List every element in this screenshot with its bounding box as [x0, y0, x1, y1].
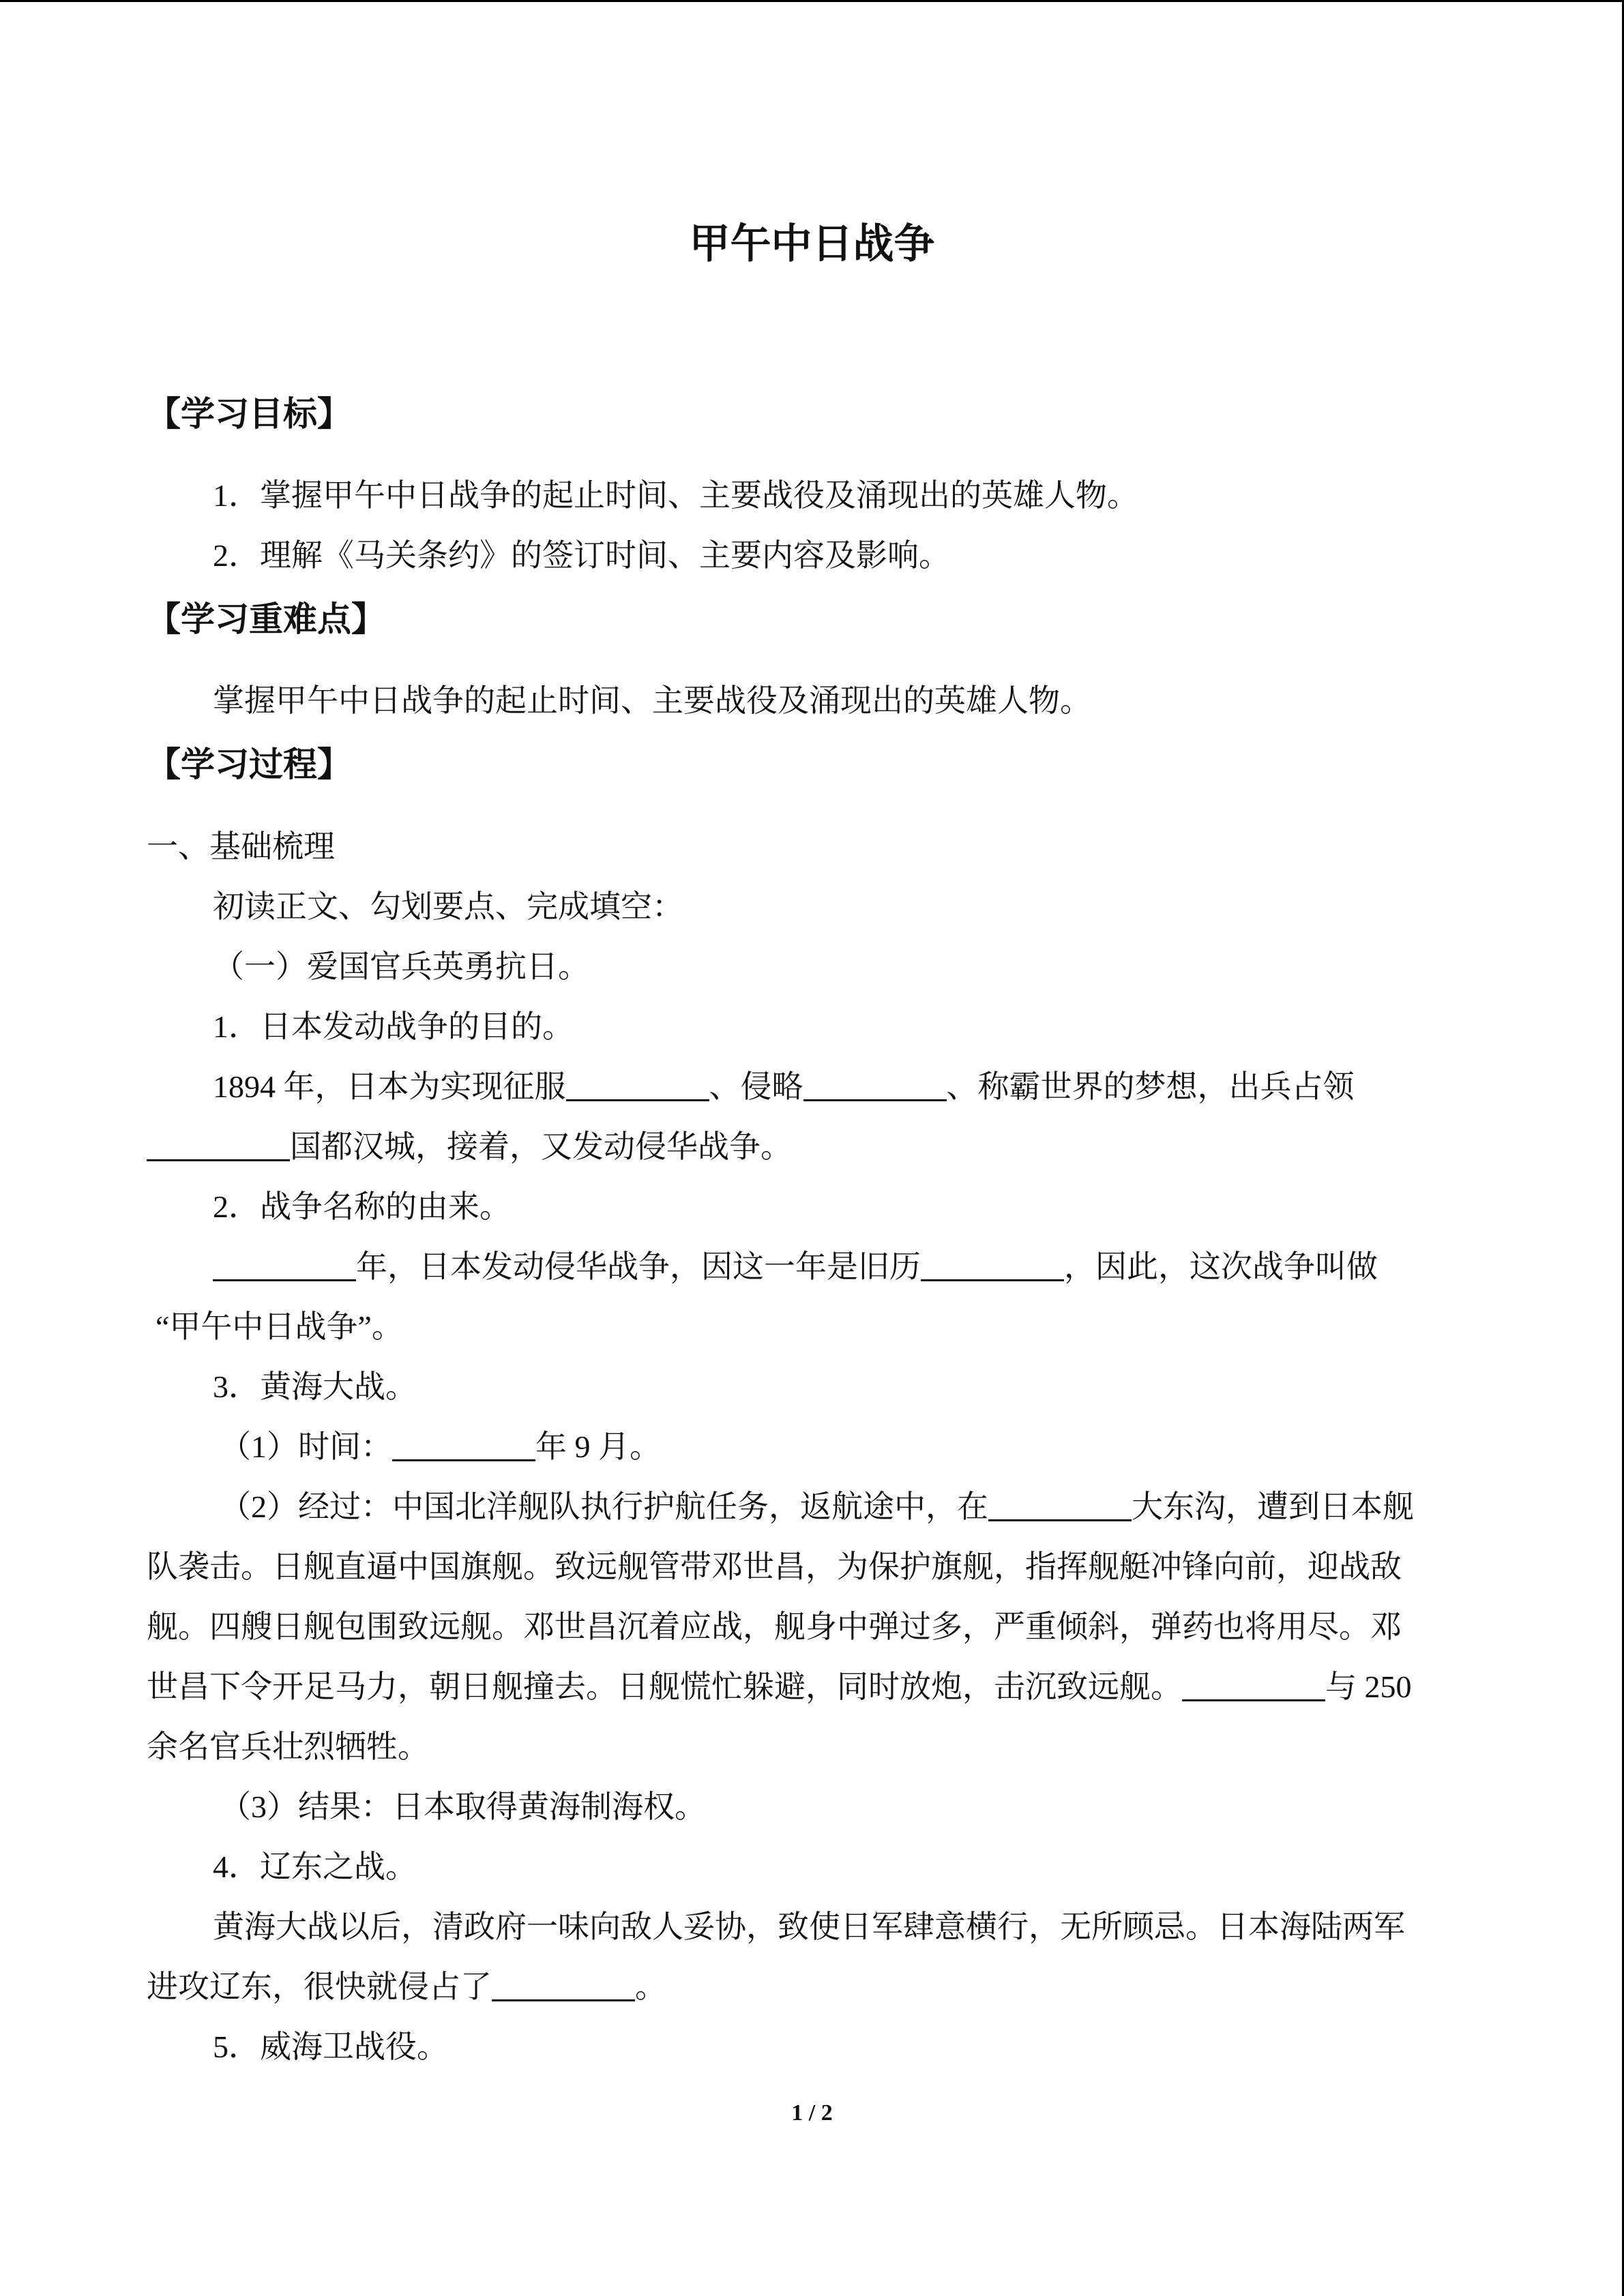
goal-item-1: 1．掌握甲午中日战争的起止时间、主要战役及涌现出的英雄人物。: [213, 478, 1138, 513]
item3-title: 3．黄海大战。: [213, 1369, 417, 1404]
page-number: 1 / 2: [791, 2100, 833, 2126]
item5-title: 5．威海卫战役。: [213, 2029, 448, 2064]
fill-blank-6[interactable]: [392, 1429, 535, 1461]
item1-line2: 国都汉城，接着，又发动侵华战争。: [147, 1127, 1477, 1167]
key-points-text: 掌握甲午中日战争的起止时间、主要战役及涌现出的英雄人物。: [213, 683, 1091, 718]
fill-blank-2[interactable]: [803, 1069, 947, 1101]
fill-blank-8[interactable]: [1182, 1669, 1325, 1701]
item3-process-line4: 世昌下令开足马力，朝日舰撞去。日舰慌忙躲避，同时放炮，击沉致远舰。 与 250: [147, 1669, 1412, 1704]
section-heading-process: 【学习过程】: [147, 745, 351, 784]
item3-process-line2: 队袭击。日舰直逼中国旗舰。致远舰管带邓世昌，为保护旗舰，指挥舰艇冲锋向前，迎战敌: [147, 1549, 1402, 1584]
item3-result: （3）结果：日本取得黄海制海权。: [220, 1789, 706, 1824]
item2-line2: “甲午中日战争”。: [156, 1309, 403, 1344]
item4-line1: 黄海大战以后，清政府一味向敌人妥协，致使日军肆意横行，无所顾忌。日本海陆两军: [213, 1909, 1405, 1944]
fill-blank-3[interactable]: [147, 1129, 290, 1161]
instruction-text: 初读正文、勾划要点、完成填空：: [213, 889, 683, 924]
page-title: 甲午中日战争: [689, 220, 935, 268]
fill-blank-5[interactable]: [921, 1249, 1064, 1281]
subheading-resistance: （一）爱国官兵英勇抗日。: [213, 949, 589, 984]
fill-blank-4[interactable]: [213, 1249, 356, 1281]
section-heading-goals: 【学习目标】: [147, 394, 351, 434]
fill-blank-1[interactable]: [566, 1069, 709, 1101]
item1-line1: 1894 年，日本为实现征服 、侵略 、称霸世界的梦想，出兵占领: [213, 1069, 1355, 1104]
goal-item-2: 2．理解《马关条约》的签订时间、主要内容及影响。: [213, 538, 950, 573]
fill-blank-7[interactable]: [988, 1489, 1132, 1521]
page-border-top: [0, 0, 1624, 2]
item2-line1: 年，日本发动侵华战争，因这一年是旧历 ，因此，这次战争叫做: [213, 1247, 1543, 1287]
item2-title: 2．战争名称的由来。: [213, 1189, 511, 1224]
item4-title: 4．辽东之战。: [213, 1849, 417, 1884]
item3-process-line3: 舰。四艘日舰包围致远舰。邓世昌沉着应战，舰身中弹过多，严重倾斜，弹药也将用尽。邓: [147, 1609, 1402, 1644]
item3-time: （1）时间： 年 9 月。: [220, 1429, 661, 1464]
item3-process-line1: （2）经过：中国北洋舰队执行护航任务，返航途中，在 大东沟，遭到日本舰: [220, 1489, 1414, 1524]
item4-line2: 进攻辽东，很快就侵占了 。: [147, 1969, 666, 2004]
section-heading-key-points: 【学习重难点】: [147, 599, 385, 639]
fill-blank-9[interactable]: [492, 1969, 635, 2001]
item3-process-line5: 余名官兵壮烈牺牲。: [147, 1729, 429, 1764]
part-heading-basics: 一、基础梳理: [147, 829, 335, 864]
item1-title: 1．日本发动战争的目的。: [213, 1009, 574, 1044]
